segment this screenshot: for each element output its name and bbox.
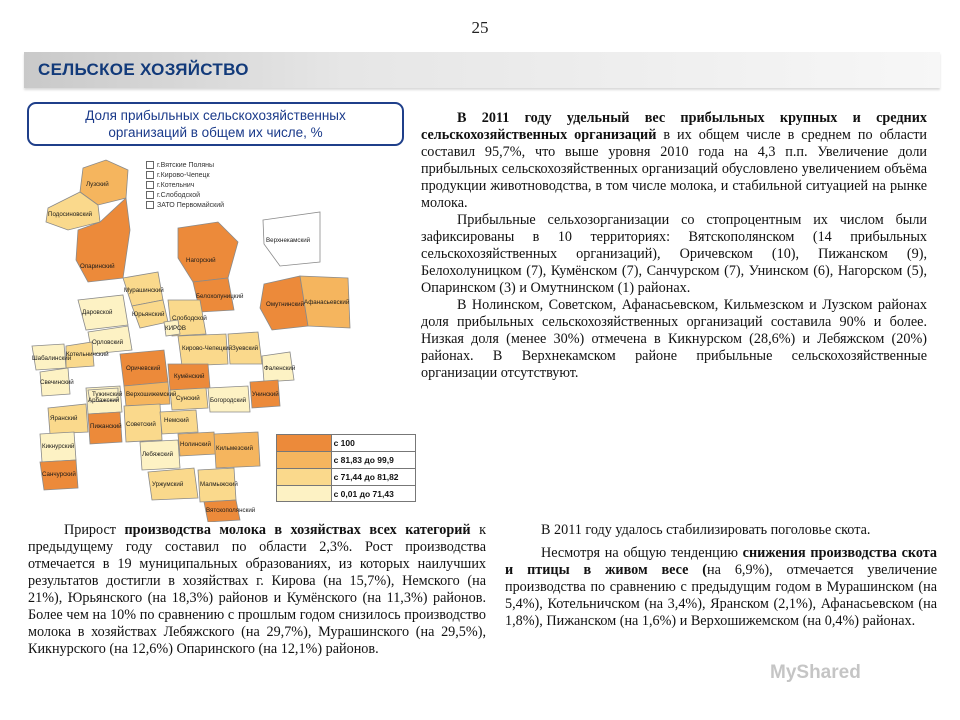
district-label: Тужинский xyxy=(92,391,123,398)
livestock-text-bold: снижения производства скота и птицы в живом весе ( xyxy=(505,545,937,578)
legend-label: с 71,44 до 81,82 xyxy=(332,468,416,485)
livestock-text-2: на 6,9%), отмечается увеличение производства по сравнению с предыдущим годом в Мурашинском (на 5,4%), Котельничском (на 3,4%), Яранском (2,1%), Афанасьевском (на 1,8%), Пижанском (на 1,6%) и Верхошижемском (на 0,4%) районах. xyxy=(505,562,938,629)
district-label: Кирово-Чепецкий xyxy=(182,345,233,352)
district-shape xyxy=(178,222,238,282)
district-label: Опаринский xyxy=(80,263,115,270)
legend-row xyxy=(276,485,416,502)
livestock-paragraph-2 xyxy=(505,545,937,630)
district-label: Яранский xyxy=(50,415,78,422)
inset-legend-label: г.Слободской xyxy=(157,191,201,199)
district-label: Нагорский xyxy=(186,257,216,264)
paragraph-1 xyxy=(421,110,927,212)
district-label: Немский xyxy=(164,417,189,424)
district-label: Кильмезский xyxy=(216,445,253,452)
district-label: Юрьянский xyxy=(132,311,165,318)
district-label: Арбажский xyxy=(88,397,120,404)
milk-text-2: к предыдущему году составил по области 2,3%. Рост производства отмечается в 19 муниципальных образованиях, из которых наилучших результатов достигли в хозяйствах г. Кирова (на 15,7%), Немского (на 21%), Юрьянского (на 18,3%) районов и Кумёнского (на 11,3%) районов. Более чем на 10% по сравнению с прошлым годом снизилось производство молока в хозяйствах Лебяжского (на 29,7%), Мурашинского (на 29,5%), Кикнурского (на 12,6%) Опаринского (на 12,1%) районов. xyxy=(28,522,486,657)
page-number: 25 xyxy=(471,18,489,37)
inset-legend-item xyxy=(146,190,246,200)
district-label: Афанасьевский xyxy=(304,299,350,306)
paragraph-1-bold: В 2011 году удельный вес прибыльных крупных и средних сельскохозяйственных организаций xyxy=(421,110,927,143)
district-label: Богородский xyxy=(210,397,247,404)
legend-label: с 0,01 до 71,43 xyxy=(332,485,416,502)
region-map xyxy=(28,150,423,522)
legend-row xyxy=(276,468,416,485)
district-label: Котельничский xyxy=(66,351,109,358)
district-label: Уржумский xyxy=(152,481,184,488)
paragraph-2: Прибыльные сельхозорганизации со стопроцентным их числом были зафиксированы в 10 территориях: Вятскополянском (14 прибыльных сельскохозяйственных организаций), Оричевском (10), Пижанском (9), Белохолуницком (7), Кумёнском (7), Санчурском (7), Унинском (6), Нагорском (5), Опаринском (3) и Омутнинском (1) районах. xyxy=(421,212,927,296)
district-label: Оричевский xyxy=(126,365,161,372)
legend-row xyxy=(276,434,416,451)
map-caption-line-1: Доля прибыльных сельскохозяйственных xyxy=(85,108,346,123)
milk-paragraph xyxy=(28,522,486,658)
district-label: Омутнинский xyxy=(266,301,305,308)
district-label: Верхошижемский xyxy=(126,391,177,398)
inset-legend xyxy=(146,160,246,210)
district-label: Нолинский xyxy=(180,441,211,448)
livestock-paragraph-1: В 2011 году удалось стабилизировать поголовье скота. xyxy=(541,522,871,538)
inset-legend-item xyxy=(146,200,246,210)
district-label: Орловский xyxy=(92,339,124,346)
inset-legend-label: г.Кирово-Чепецк xyxy=(157,171,210,179)
district-label: Свечинский xyxy=(40,379,74,386)
map-caption xyxy=(27,102,404,146)
inset-swatch xyxy=(146,181,154,189)
district-label: Белохолуницкий xyxy=(196,293,244,300)
legend-swatch xyxy=(276,451,332,468)
district-label: Зуевский xyxy=(232,345,259,352)
district-label: Слободской xyxy=(172,315,207,322)
district-label: Пижанский xyxy=(90,423,122,430)
livestock-text-1: Несмотря на общую тенденцию xyxy=(541,545,743,561)
district-label: Даровской xyxy=(82,309,113,316)
district-label: Верхнекамский xyxy=(266,237,311,244)
legend-swatch xyxy=(276,434,332,451)
district-label: Шабалинский xyxy=(32,355,72,362)
legend-swatch xyxy=(276,485,332,502)
district-label: Лузский xyxy=(86,181,109,188)
district-label: Санчурский xyxy=(42,471,76,478)
inset-swatch xyxy=(146,171,154,179)
legend-label: с 81,83 до 99,9 xyxy=(332,451,416,468)
value-legend xyxy=(276,434,416,502)
inset-legend-item xyxy=(146,160,246,170)
district-label: Унинский xyxy=(252,391,279,398)
inset-swatch xyxy=(146,201,154,209)
district-label: Советский xyxy=(126,421,156,428)
section-title: СЕЛЬСКОЕ ХОЗЯЙСТВО xyxy=(38,60,249,79)
milk-text-1: Прирост xyxy=(64,522,125,538)
legend-label: с 100 xyxy=(332,434,416,451)
inset-legend-label: г.Вятские Поляны xyxy=(157,161,215,169)
livestock-text xyxy=(505,522,937,630)
legend-row xyxy=(276,451,416,468)
district-label: Кумёнский xyxy=(174,373,205,380)
inset-swatch xyxy=(146,191,154,199)
district-label: Мурашинский xyxy=(124,287,164,294)
watermark: MyShared xyxy=(770,662,861,683)
paragraph-1-rest: в их общем числе в среднем по области составил 95,7%, что выше уровня 2010 года на 4,3 п.п. Увеличение доли прибыльных сельскохозяйственных организаций обусловлено увеличением объёма продукции животноводства, в том числе молока, и стабильной ситуацией на рынке молока. xyxy=(421,127,927,211)
map-caption-line-2: организаций в общем их числе, % xyxy=(108,125,323,140)
district-label: Кикнурский xyxy=(42,443,75,450)
milk-text-bold: производства молока в хозяйствах всех категорий xyxy=(124,522,471,538)
district-label: Малмыжский xyxy=(200,481,238,488)
district-label: Подосиновский xyxy=(48,211,93,218)
district-label: КИРОВ xyxy=(165,325,186,332)
inset-legend-label: ЗАТО Первомайский xyxy=(157,201,225,209)
milk-production-text xyxy=(28,522,486,658)
district-label: Лебяжский xyxy=(142,451,174,458)
district-label: Вятскополянский xyxy=(206,507,256,514)
profitability-text xyxy=(421,110,927,382)
paragraph-3: В Нолинском, Советском, Афанасьевском, Кильмезском и Лузском районах доля прибыльных сельскохозяйственных организаций составила 90% и более. Низкая доля (менее 30%) отмечена в Кикнурском (28,6%) и Лебяжском (20%) районах. В Верхнекамском районе прибыльные сельскохозяйственные организации отсутствуют. xyxy=(421,297,927,381)
inset-swatch xyxy=(146,161,154,169)
inset-legend-label: г.Котельнич xyxy=(157,181,195,189)
section-header xyxy=(24,52,940,88)
district-label: Сунский xyxy=(176,395,200,402)
inset-legend-item xyxy=(146,180,246,190)
inset-legend-item xyxy=(146,170,246,180)
legend-swatch xyxy=(276,468,332,485)
district-label: Фаленский xyxy=(264,365,296,372)
